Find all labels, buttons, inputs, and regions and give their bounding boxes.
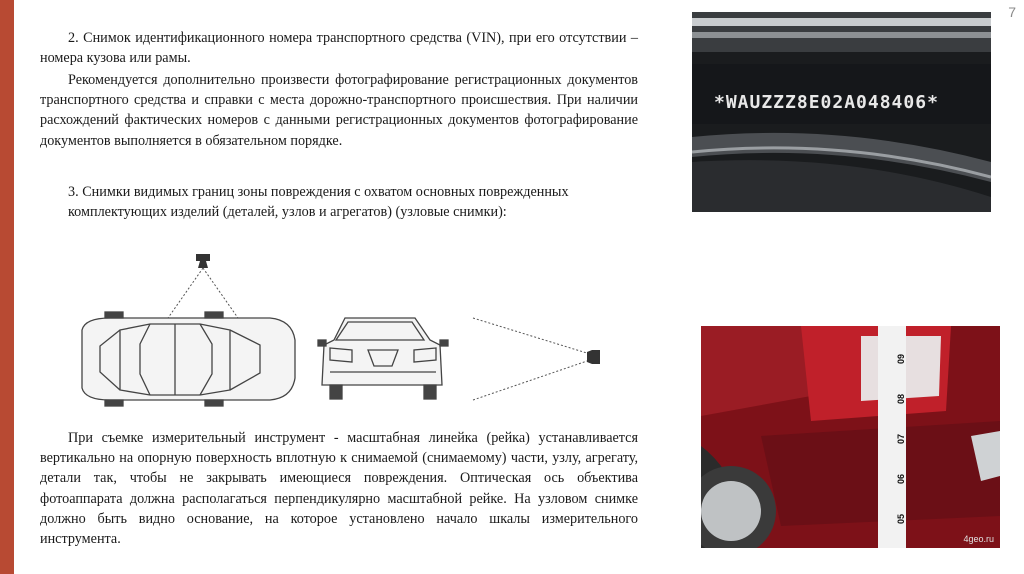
- paragraph-documents: Рекомендуется дополнительно произвести фотографирование регистрационных документов транспортного средства и справки с места дорожно-транспортного происшествия. При наличии расхождений фактических номеров с данными регистрационных документов фотографирование документов выполняется в обязательном порядке.: [40, 72, 638, 149]
- page-number: 7: [1008, 4, 1016, 20]
- ruler-mark: 05: [896, 513, 907, 525]
- ruler-mark: 06: [896, 473, 907, 485]
- camera-side-icon: [587, 350, 600, 364]
- car-front-view: [318, 318, 448, 399]
- ruler-mark: 09: [896, 353, 907, 365]
- paragraph-measuring-ruler: При съемке измерительный инструмент - масштабная линейка (рейка) устанавливается вертикально на опорную поверхность вплотную к снимаемой (снимаемому) части, узлу, агрегату, детали так, чтобы не закрывать имеющиеся повреждения. Оптическая ось объектива фотоаппарата должна располагаться перпендикулярно масштабной рейке. На узловом снимке должно быть видно основание, на которое установлено начало шкалы измерительного инструмента.: [40, 430, 638, 548]
- paragraph-vin: 2. Снимок идентификационного номера транспортного средства (VIN), при его отсутствии – номера кузова или рамы.: [40, 30, 638, 67]
- ruler-mark: 07: [896, 433, 907, 445]
- car-top-view: [82, 312, 295, 406]
- bumper-ruler-photo: [701, 326, 1000, 548]
- vin-number-text: *WAUZZZ8E02A048406*: [714, 92, 939, 113]
- car-shooting-diagram: [0, 0, 640, 420]
- ruler-mark: 08: [896, 393, 907, 405]
- camera-top-icon: [196, 254, 210, 268]
- vin-photo: [692, 12, 991, 212]
- photo-watermark: 4geo.ru: [963, 534, 994, 544]
- paragraph-node-shots: 3. Снимки видимых границ зоны повреждения с охватом основных поврежденных комплектующих изделий (деталей, узлов и агрегатов) (узловые снимки):: [68, 184, 569, 221]
